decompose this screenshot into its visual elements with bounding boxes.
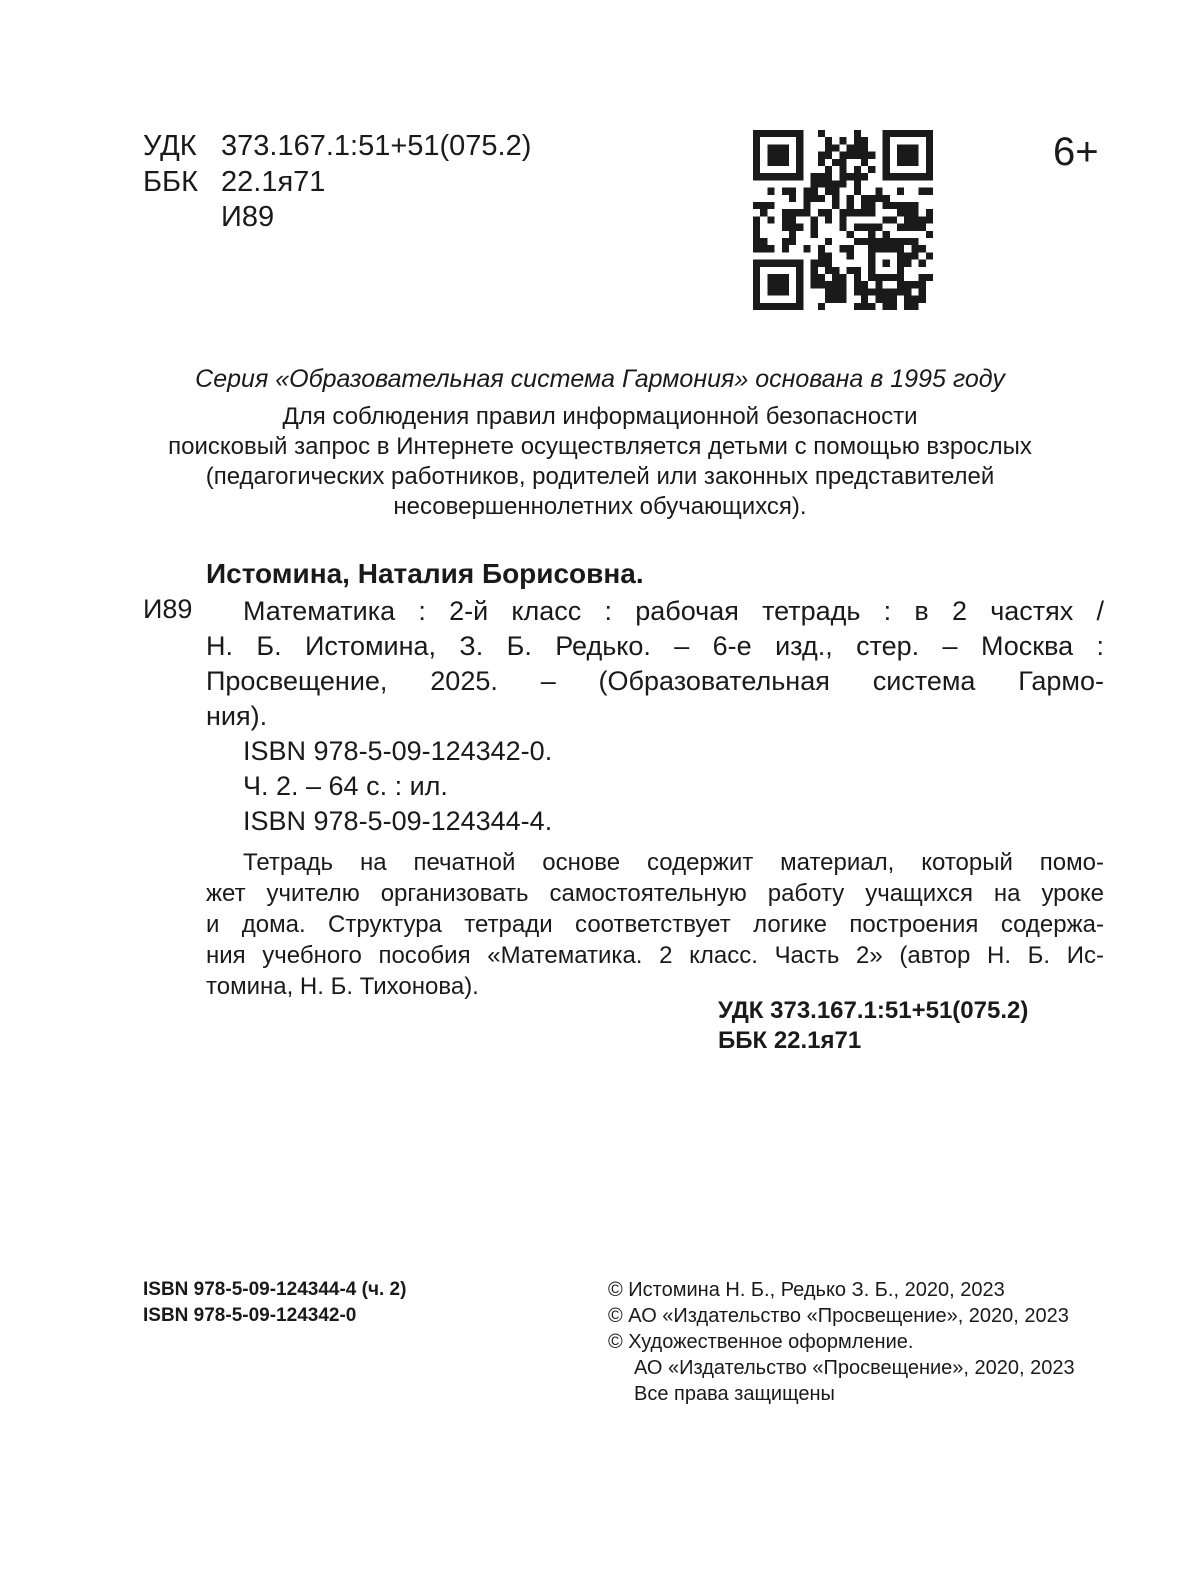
abstract-line: жет учителю организовать самостоятельную работу учащихся на уроке (206, 880, 1104, 907)
bbk-index-bold: ББК 22.1я71 (718, 1027, 862, 1054)
udk-label: УДК (143, 130, 197, 162)
author-mark-top: И89 (221, 201, 275, 233)
abstract-line: Тетрадь на печатной основе содержит материал, который помо- (243, 849, 1104, 876)
bib-line: ния). (206, 701, 268, 731)
copyright-line: © Истомина Н. Б., Редько З. Б., 2020, 2023 (608, 1279, 1005, 1301)
bbk-label: ББК (143, 166, 198, 198)
udk-value: 373.167.1:51+51(075.2) (221, 130, 532, 162)
part-line: Ч. 2. – 64 с. : ил. (243, 771, 448, 801)
author-name: Истомина, Наталия Борисовна. (206, 558, 644, 589)
bib-line: Н. Б. Истомина, З. Б. Редько. – 6-е изд., стер. – Москва : (206, 631, 1104, 661)
age-rating: 6+ (1053, 130, 1099, 174)
safety-notice-line: Для соблюдения правил информационной безопасности (282, 403, 918, 430)
bbk-value: 22.1я71 (221, 166, 326, 198)
safety-notice-line: несовершеннолетних обучающихся). (393, 493, 807, 520)
abstract-line: ния учебного пособия «Математика. 2 класс. Часть 2» (автор Н. Б. Ис- (206, 942, 1104, 969)
safety-notice-line: поисковый запрос в Интернете осуществляется детьми с помощью взрослых (168, 433, 1032, 460)
udk-index-bold: УДК 373.167.1:51+51(075.2) (718, 997, 1029, 1024)
isbn-part: ISBN 978-5-09-124344-4. (243, 806, 553, 836)
bib-line: Математика : 2-й класс : рабочая тетрадь : в 2 частях / (243, 596, 1104, 626)
isbn-bottom-part: ISBN 978-5-09-124344-4 (ч. 2) (143, 1279, 407, 1300)
bib-line: Просвещение, 2025. – (Образовательная система Гармо- (206, 666, 1104, 696)
copyright-line: © Художественное оформление. (608, 1331, 914, 1353)
qr-code-icon (753, 130, 933, 310)
isbn-set: ISBN 978-5-09-124342-0. (243, 736, 553, 766)
abstract-line: томина, Н. Б. Тихонова). (206, 973, 479, 1000)
author-mark: И89 (143, 594, 193, 624)
rights-reserved: Все права защищены (634, 1383, 835, 1405)
copyright-line: © АО «Издательство «Просвещение», 2020, 2023 (608, 1305, 1069, 1327)
bbk-line (143, 165, 325, 199)
series-note: Серия «Образовательная система Гармония» основана в 1995 году (195, 365, 1005, 393)
udk-line (143, 129, 531, 163)
safety-notice-line: (педагогических работников, родителей или законных представителей (205, 463, 995, 490)
isbn-bottom-set: ISBN 978-5-09-124342-0 (143, 1305, 357, 1326)
copyright-line: АО «Издательство «Просвещение», 2020, 2023 (634, 1357, 1075, 1379)
abstract-line: и дома. Структура тетради соответствует логике построения содержа- (206, 911, 1104, 938)
